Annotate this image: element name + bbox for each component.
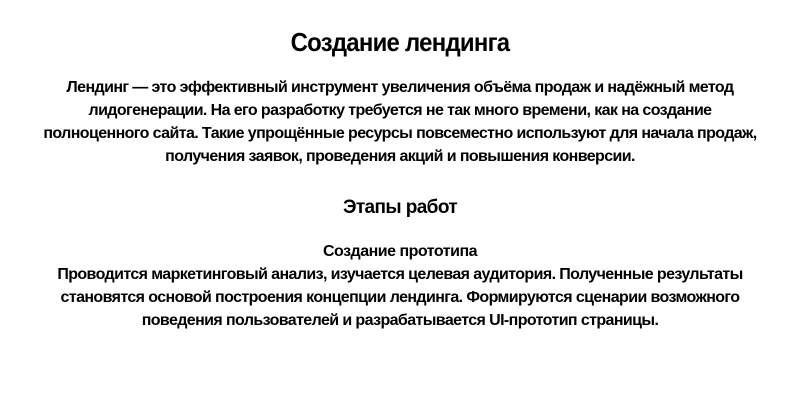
section-title-stages: Этапы работ <box>342 197 458 218</box>
stage-item-prototype <box>34 240 766 332</box>
page-title: Создание лендинга <box>290 27 510 57</box>
stage-description: Проводится маркетинговый анализ, изучается целевая аудитория. Полученные результаты становятся основой построения концепции лендинга. Формируются сценарии возможного поведения пользователей и разрабатывается UI-прототип страницы. <box>57 266 743 329</box>
intro-paragraph: Лендинг — это эффективный инструмент увеличения объёма продаж и надёжный метод лидогенерации. На его разработку требуется не так много времени, как на создание полноценного сайта. Такие упрощённые ресурсы повсеместно используют для начала продаж, получения заявок, проведения акций и повышения конверсии. <box>43 79 757 165</box>
stage-title: Создание прототипа <box>322 243 477 260</box>
